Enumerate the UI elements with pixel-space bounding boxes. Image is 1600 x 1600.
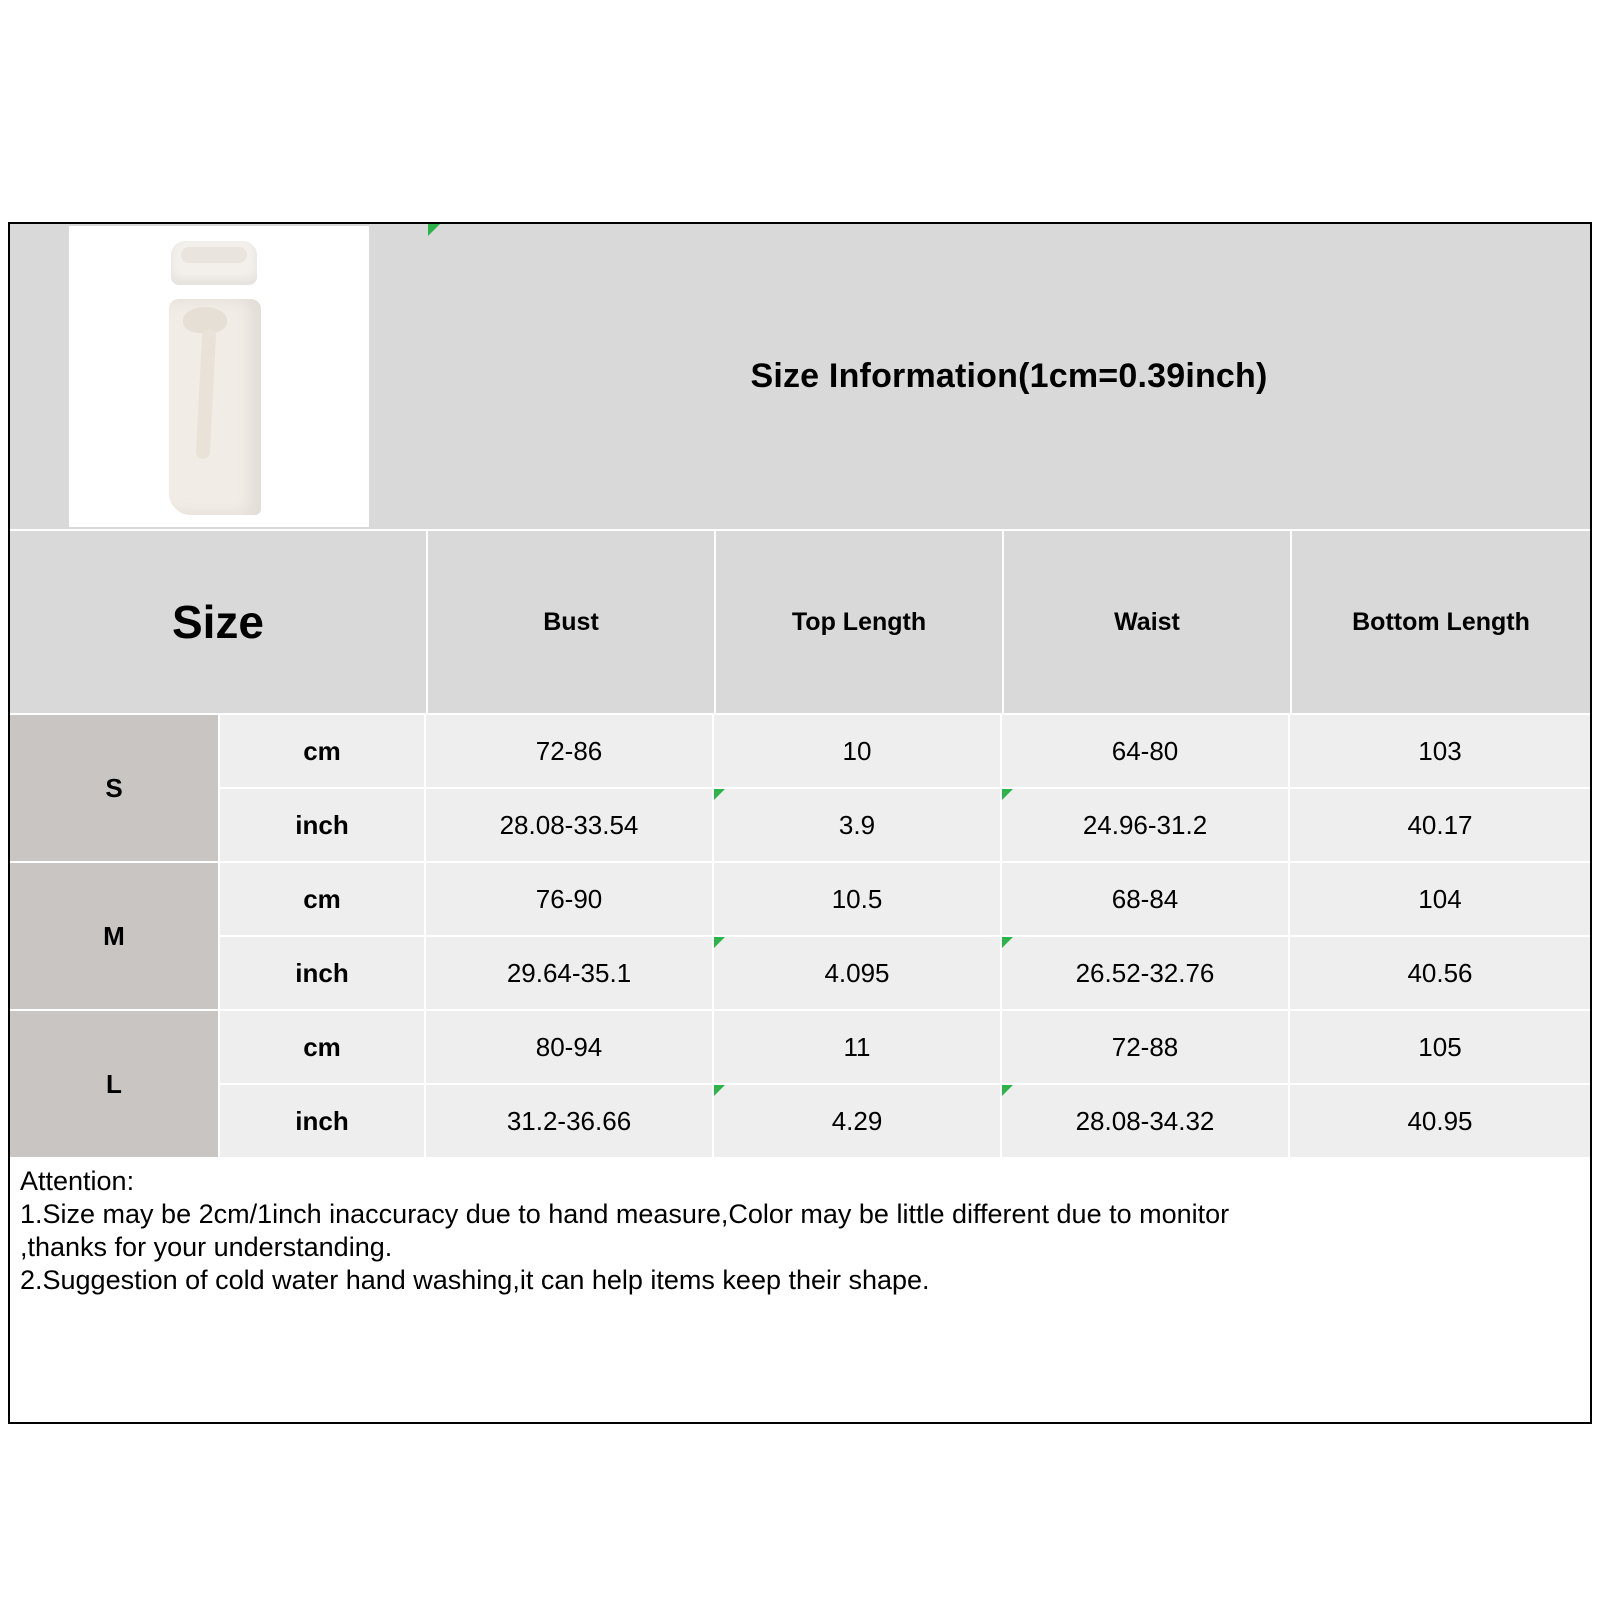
cell-l-inch-top-length: 4.29: [714, 1085, 1002, 1157]
cell-m-cm-waist: 68-84: [1002, 863, 1290, 935]
cell-m-inch-bottom-length: 40.56: [1290, 937, 1590, 1009]
attention-line-1a: 1.Size may be 2cm/1inch inaccuracy due to hand measure,Color may be little different due to monitor: [20, 1198, 1230, 1229]
cell-s-cm-bust: 72-86: [426, 715, 714, 787]
chart-top-band: [10, 224, 1590, 531]
attention-line-1b: ,thanks for your understanding.: [20, 1231, 393, 1262]
cell-m-inch-waist: 26.52-32.76: [1002, 937, 1290, 1009]
cell-l-inch-bust: 31.2-36.66: [426, 1085, 714, 1157]
unit-cell-inch: inch: [220, 937, 426, 1009]
table-row: [10, 715, 1590, 863]
attention-block: [10, 1159, 1590, 1297]
attention-line-2: 2.Suggestion of cold water hand washing,it can help items keep their shape.: [20, 1264, 930, 1295]
cell-l-cm-bust: 80-94: [426, 1011, 714, 1083]
corner-marker-icon: [714, 789, 725, 800]
table-header-row: [10, 531, 1590, 715]
cell-s-inch-bottom-length: 40.17: [1290, 789, 1590, 861]
cell-l-cm-waist: 72-88: [1002, 1011, 1290, 1083]
cell-l-cm-top-length: 11: [714, 1011, 1002, 1083]
product-photo: [69, 226, 369, 527]
table-row-s-cm: [220, 715, 1590, 787]
unit-cell-cm: cm: [220, 1011, 426, 1083]
table-row-m-inch: [220, 935, 1590, 1009]
column-header-bust: Bust: [428, 531, 716, 715]
table-body: [10, 715, 1590, 1159]
column-header-size: Size: [10, 531, 428, 715]
cell-s-inch-waist: 24.96-31.2: [1002, 789, 1290, 861]
corner-marker-icon: [714, 1085, 725, 1096]
size-chart-frame: [8, 222, 1592, 1424]
garment-illustration: [159, 237, 279, 517]
size-label-s: S: [10, 715, 220, 861]
attention-heading: Attention:: [20, 1166, 135, 1196]
unit-cell-inch: inch: [220, 789, 426, 861]
page-title: Size Information(1cm=0.39inch): [750, 357, 1268, 395]
corner-marker-icon: [1002, 937, 1013, 948]
garment-knot-icon: [183, 307, 227, 333]
cell-m-cm-bust: 76-90: [426, 863, 714, 935]
cell-m-cm-bottom-length: 104: [1290, 863, 1590, 935]
cell-s-cm-waist: 64-80: [1002, 715, 1290, 787]
cell-m-inch-bust: 29.64-35.1: [426, 937, 714, 1009]
product-image-cell: [10, 224, 428, 529]
cell-s-cm-top-length: 10: [714, 715, 1002, 787]
size-label-l: L: [10, 1011, 220, 1157]
cell-s-inch-top-length: 3.9: [714, 789, 1002, 861]
size-label-m: M: [10, 863, 220, 1009]
cell-l-inch-bottom-length: 40.95: [1290, 1085, 1590, 1157]
table-row-l-cm: [220, 1011, 1590, 1083]
corner-marker-icon: [428, 224, 440, 236]
cell-l-inch-waist: 28.08-34.32: [1002, 1085, 1290, 1157]
corner-marker-icon: [714, 937, 725, 948]
table-row-s-inch: [220, 787, 1590, 861]
cell-s-cm-bottom-length: 103: [1290, 715, 1590, 787]
column-header-waist: Waist: [1004, 531, 1292, 715]
corner-marker-icon: [1002, 1085, 1013, 1096]
column-header-top-length: Top Length: [716, 531, 1004, 715]
table-row: [10, 863, 1590, 1011]
chart-title-cell: [428, 224, 1590, 529]
unit-cell-cm: cm: [220, 715, 426, 787]
table-row-l-inch: [220, 1083, 1590, 1157]
unit-cell-cm: cm: [220, 863, 426, 935]
garment-top-icon: [171, 241, 257, 285]
column-header-bottom-length: Bottom Length: [1292, 531, 1590, 715]
cell-s-inch-bust: 28.08-33.54: [426, 789, 714, 861]
cell-l-cm-bottom-length: 105: [1290, 1011, 1590, 1083]
corner-marker-icon: [1002, 789, 1013, 800]
table-row: [10, 1011, 1590, 1159]
cell-m-inch-top-length: 4.095: [714, 937, 1002, 1009]
cell-m-cm-top-length: 10.5: [714, 863, 1002, 935]
table-row-m-cm: [220, 863, 1590, 935]
unit-cell-inch: inch: [220, 1085, 426, 1157]
